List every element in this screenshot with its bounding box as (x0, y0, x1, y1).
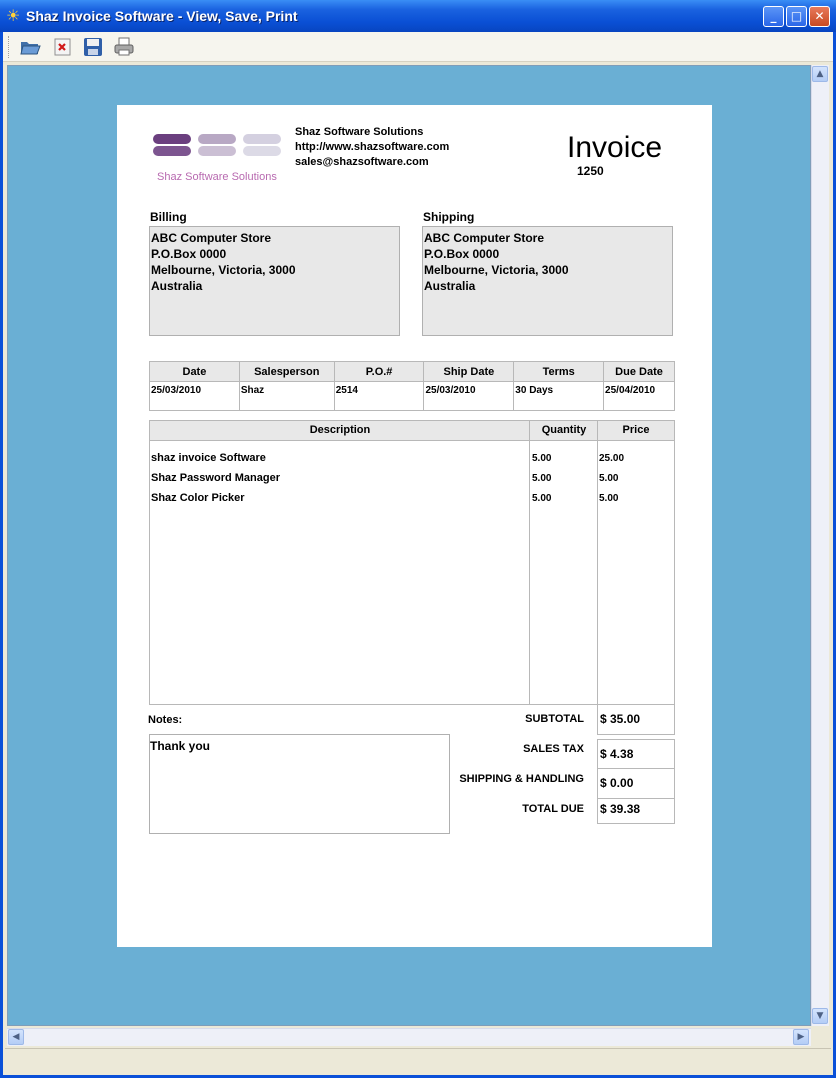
notes-label: Notes: (148, 714, 183, 726)
meta-header: Terms (514, 362, 604, 382)
scroll-down-icon[interactable]: ▼ (812, 1008, 828, 1024)
close-document-icon[interactable] (51, 36, 73, 58)
total-due-label: TOTAL DUE (522, 803, 584, 815)
meta-value: 25/04/2010 (604, 382, 675, 411)
notes-box (149, 734, 450, 834)
billing-label: Billing (150, 210, 187, 224)
company-name: Shaz Software Solutions (295, 126, 424, 138)
app-sun-icon: ☀ (6, 6, 21, 25)
shipping-line: Melbourne, Victoria, 3000 (424, 263, 569, 277)
item-description: shaz invoice Software (151, 452, 266, 464)
invoice-title: Invoice (567, 131, 663, 164)
item-price: 5.00 (599, 493, 619, 504)
subtotal-value: $ 35.00 (597, 705, 675, 735)
shipping-handling-label: SHIPPING & HANDLING (459, 773, 584, 785)
billing-line: Australia (151, 279, 203, 293)
line-items-table (149, 420, 675, 705)
description-header: Description (309, 424, 371, 436)
column-divider (529, 421, 530, 704)
billing-line: P.O.Box 0000 (151, 247, 227, 261)
horizontal-scrollbar[interactable] (7, 1028, 811, 1046)
close-window-button[interactable]: ✕ (809, 6, 830, 27)
company-email: sales@shazsoftware.com (295, 156, 429, 168)
item-quantity: 5.00 (532, 493, 552, 504)
shipping-label: Shipping (423, 210, 475, 224)
invoice-page (117, 105, 712, 947)
scroll-right-icon[interactable]: ▶ (793, 1029, 809, 1045)
minimize-button[interactable]: _ (763, 6, 784, 27)
meta-value: 30 Days (514, 382, 604, 411)
company-website: http://www.shazsoftware.com (295, 141, 450, 153)
item-quantity: 5.00 (532, 453, 552, 464)
sales-tax-label: SALES TAX (523, 743, 584, 755)
shipping-line: P.O.Box 0000 (424, 247, 500, 261)
document-viewport[interactable] (7, 65, 811, 1026)
client-area (3, 32, 833, 1075)
meta-header: Ship Date (424, 362, 514, 382)
company-logo (151, 131, 286, 187)
window-title: Shaz Invoice Software - View, Save, Print (26, 8, 298, 24)
invoice-number: 1250 (577, 164, 604, 178)
maximize-button[interactable]: □ (786, 6, 807, 27)
title-bar[interactable] (0, 0, 836, 32)
shipping-line: Australia (424, 279, 476, 293)
item-quantity: 5.00 (532, 473, 552, 484)
subtotal-label: SUBTOTAL (525, 713, 584, 725)
item-description: Shaz Color Picker (151, 492, 245, 504)
meta-header: Due Date (604, 362, 675, 382)
quantity-header: Quantity (541, 424, 587, 436)
save-disk-icon[interactable] (82, 36, 104, 58)
line-items-header (150, 421, 674, 441)
print-icon[interactable] (113, 36, 135, 58)
scroll-up-icon[interactable]: ▲ (812, 66, 828, 82)
total-due-value: $ 39.38 (597, 799, 675, 824)
scroll-left-icon[interactable]: ◀ (8, 1029, 24, 1045)
vertical-scrollbar[interactable] (811, 65, 829, 1026)
item-price: 5.00 (599, 473, 619, 484)
item-price: 25.00 (599, 453, 625, 464)
shipping-line: ABC Computer Store (424, 231, 545, 245)
meta-value: Shaz (239, 382, 334, 411)
logo-caption: Shaz Software Solutions (157, 171, 277, 183)
status-bar (5, 1048, 831, 1072)
meta-header: Salesperson (239, 362, 334, 382)
billing-line: Melbourne, Victoria, 3000 (151, 263, 296, 277)
billing-line: ABC Computer Store (151, 231, 272, 245)
meta-header: Date (150, 362, 240, 382)
sales-tax-value: $ 4.38 (597, 739, 675, 769)
shipping-address-box (422, 226, 673, 336)
price-header: Price (622, 424, 650, 436)
meta-header: P.O.# (334, 362, 424, 382)
meta-value: 25/03/2010 (424, 382, 514, 411)
toolbar (3, 32, 833, 62)
toolbar-grip[interactable] (8, 36, 11, 58)
billing-address-box (149, 226, 400, 336)
invoice-meta-table (149, 361, 675, 411)
meta-value: 2514 (334, 382, 424, 411)
item-description: Shaz Password Manager (151, 472, 280, 484)
company-info (295, 125, 449, 170)
column-divider (597, 421, 598, 704)
meta-value: 25/03/2010 (150, 382, 240, 411)
open-folder-icon[interactable] (19, 36, 41, 58)
shipping-handling-value: $ 0.00 (597, 769, 675, 799)
notes-text: Thank you (150, 739, 211, 753)
